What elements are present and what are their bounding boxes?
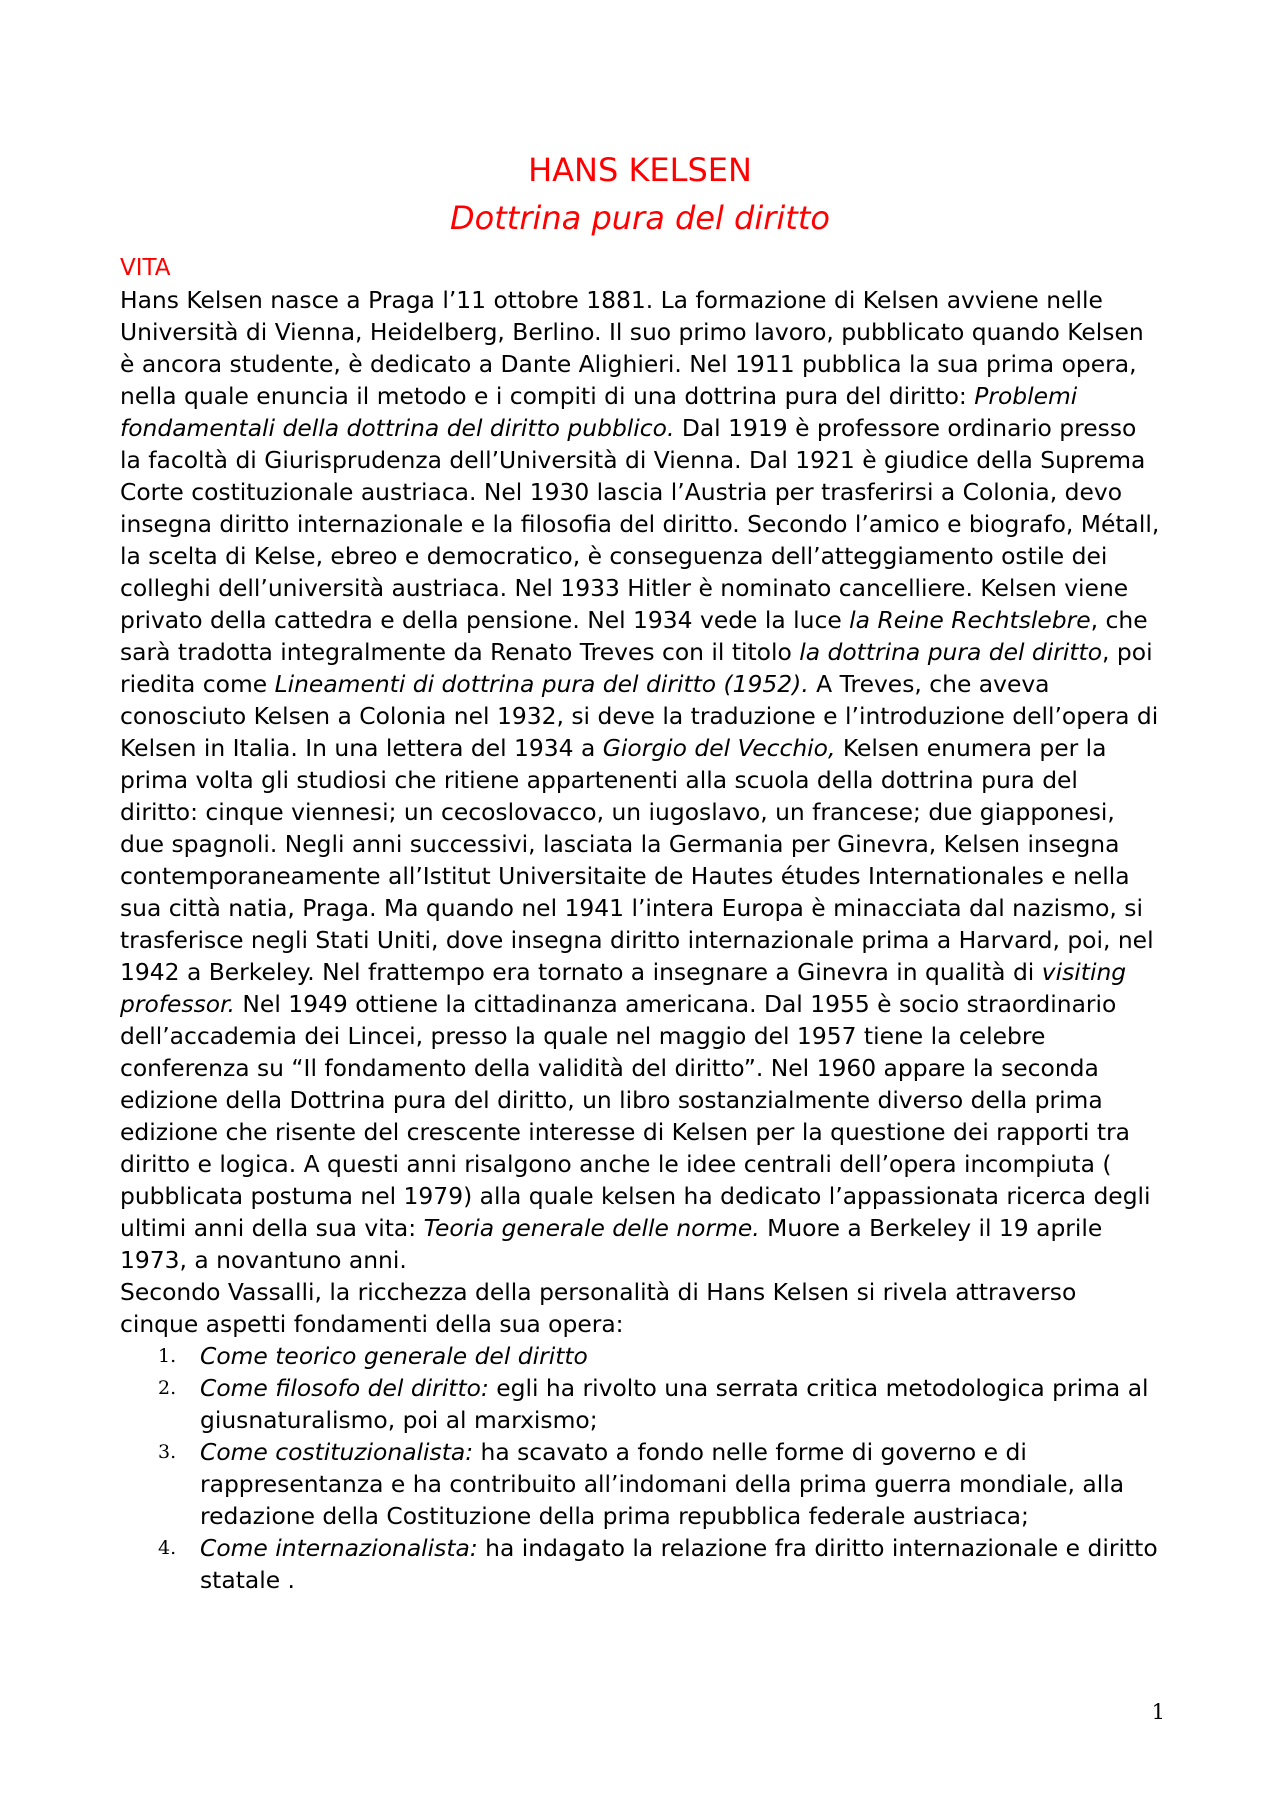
text-run: A Treves, che aveva conosciuto Kelsen a Colonia nel 1932, si deve la traduzione e l’introduzione dell’opera di Kelsen in Italia. In una lettera del 1934 a — [120, 670, 1159, 762]
list-item-text: egli ha rivolto una serrata critica metodologica prima al giusnaturalismo, poi al marxismo; — [200, 1374, 1149, 1434]
list-number: 3. — [158, 1441, 177, 1463]
list-number: 4. — [158, 1537, 177, 1559]
list-item-title: Come teorico generale del diritto — [200, 1342, 588, 1370]
text-run: Hans Kelsen nasce a Praga l’11 ottobre 1881. La formazione di Kelsen avviene nelle Università di Vienna, Heidelberg, Berlino. Il suo primo lavoro, pubblicato quando Kelsen è ancora studente, è dedicato a Dante Alighieri. Nel 1911 pubblica la sua prima opera, nella quale enuncia il metodo e i compiti di una dottrina pura del diritto: — [120, 286, 1144, 410]
document-page — [120, 146, 1160, 1596]
list-number: 2. — [158, 1377, 177, 1399]
list-number: 1. — [158, 1345, 177, 1367]
italic-title: Teoria generale delle norme. — [423, 1214, 760, 1242]
list-item — [120, 1340, 1160, 1372]
list-item — [120, 1532, 1160, 1596]
italic-title: Problemi fondamentali della dottrina del diritto pubblico. — [120, 382, 1078, 442]
italic-name: Giorgio del Vecchio, — [602, 734, 836, 762]
italic-title: la Reine Rechtslebre — [849, 606, 1091, 634]
aspects-list — [120, 1340, 1160, 1596]
list-item-title: Come internazionalista: — [200, 1534, 478, 1562]
list-item — [120, 1436, 1160, 1532]
text-run: Dal 1919 è professore ordinario presso la facoltà di Giurisprudenza dell’Università di Vienna. Dal 1921 è giudice della Suprema Corte costituzionale austriaca. Nel 1930 lascia l’Austria per trasferirsi a Colonia, devo insegna diritto internazionale e la filosofia del diritto. Secondo l’amico e biografo, Métall, la scelta di Kelse, ebreo e democratico, è conseguenza dell’atteggiamento ostile dei colleghi dell’università austriaca. Nel 1933 Hitler è nominato cancelliere. Kelsen viene privato della cattedra e della pensione. Nel 1934 vede la luce — [120, 414, 1160, 634]
text-run: Muore a Berkeley il 19 aprile 1973, a novantuno anni. — [120, 1214, 1103, 1274]
section-heading-vita: VITA — [120, 255, 171, 281]
page-number: 1 — [1151, 1700, 1165, 1724]
biography-paragraph — [120, 284, 1160, 1276]
text-run: , poi riedita come — [120, 638, 1153, 698]
document-subtitle: Dottrina pura del diritto — [450, 199, 830, 237]
list-item-text: ha indagato la relazione fra diritto internazionale e diritto statale . — [200, 1534, 1158, 1594]
text-run: Kelsen enumera per la prima volta gli studiosi che ritiene appartenenti alla scuola della dottrina pura del diritto: cinque viennesi; un cecoslovacco, un iugoslavo, un francese; due giapponesi, due spagnoli. Negli anni successivi, lasciata la Germania per Ginevra, Kelsen insegna contemporaneamente all’Istitut Universitaite de Hautes études Internationales e nella sua città natia, Praga. Ma quando nel 1941 l’intera Europa è minacciata dal nazismo, si trasferisce negli Stati Uniti, dove insegna diritto internazionale prima a Harvard, poi, nel 1942 a Berkeley. Nel frattempo era tornato a insegnare a Ginevra in qualità di — [120, 734, 1154, 986]
vassalli-paragraph: Secondo Vassalli, la ricchezza della personalità di Hans Kelsen si rivela attraverso cinque aspetti fondamenti della sua opera: — [120, 1278, 1077, 1338]
list-item — [120, 1372, 1160, 1436]
italic-phrase: visiting professor. — [120, 958, 1127, 1018]
italic-title: la dottrina pura del diritto — [799, 638, 1103, 666]
list-item-title: Come costituzionalista: — [200, 1438, 474, 1466]
document-title: HANS KELSEN — [528, 151, 752, 189]
italic-title: Lineamenti di dottrina pura del diritto (1952). — [274, 670, 809, 698]
list-item-title: Come filosofo del diritto: — [200, 1374, 489, 1402]
text-run: Nel 1949 ottiene la cittadinanza americana. Dal 1955 è socio straordinario dell’accademia dei Lincei, presso la quale nel maggio del 1957 tiene la celebre conferenza su “Il fondamento della validità del diritto”. Nel 1960 appare la seconda edizione della Dottrina pura del diritto, un libro sostanzialmente diverso della prima edizione che risente del crescente interesse di Kelsen per la questione dei rapporti tra diritto e logica. A questi anni risalgono anche le idee centrali dell’opera incompiuta ( pubblicata postuma nel 1979) alla quale kelsen ha dedicato l’appassionata ricerca degli ultimi anni della sua vita: — [120, 990, 1151, 1242]
text-run: , che sarà tradotta integralmente da Renato Treves con il titolo — [120, 606, 1148, 666]
list-item-text: ha scavato a fondo nelle forme di governo e di rappresentanza e ha contribuito all’indomani della prima guerra mondiale, alla redazione della Costituzione della prima repubblica federale austriaca; — [200, 1438, 1125, 1530]
